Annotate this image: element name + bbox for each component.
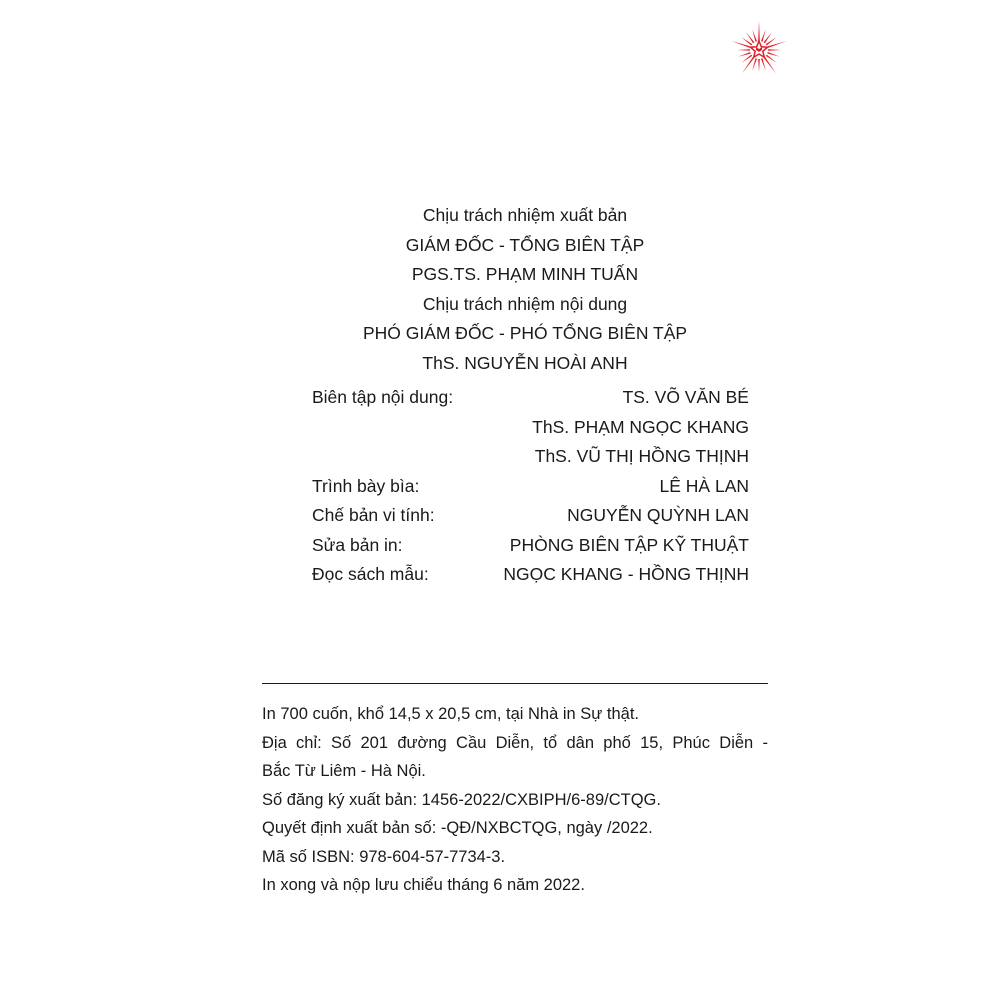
credit-value: TS. VÕ VĂN BÉ — [622, 387, 749, 407]
print-run-line: In 700 cuốn, khổ 14,5 x 20,5 cm, tại Nhà in Sự thật. — [262, 705, 640, 723]
credit-label: Đọc sách mẫu: — [312, 564, 429, 584]
content-responsibility-title: PHÓ GIÁM ĐỐC - PHÓ TỔNG BIÊN TẬP — [362, 323, 688, 343]
credit-label: Trình bày bìa: — [312, 475, 420, 496]
registration-line: Số đăng ký xuất bản: 1456-2022/CXBIPH/6-89/CTQG. — [262, 790, 661, 809]
address-line-1: Địa chỉ: Số 201 đường Cầu Diễn, tổ dân phố 15, Phúc Diễn - — [262, 733, 768, 752]
credit-label: Sửa bản in: — [312, 534, 403, 555]
credit-row-typesetting — [312, 501, 749, 531]
credit-label: Chế bản vi tính: — [312, 505, 435, 525]
credits-list — [312, 383, 749, 590]
address-line-2: Bắc Từ Liêm - Hà Nội. — [262, 762, 426, 780]
credit-value: ThS. VŨ THỊ HỒNG THỊNH — [534, 446, 749, 466]
publishing-responsibility-name: PGS.TS. PHẠM MINH TUẤN — [411, 264, 639, 284]
decision-line: Quyết định xuất bản số: -QĐ/NXBCTQG, ngày /2022. — [262, 819, 653, 837]
content-responsibility-name: ThS. NGUYỄN HOÀI ANH — [422, 352, 628, 373]
credit-value: PHÒNG BIÊN TẬP KỸ THUẬT — [509, 534, 749, 555]
credit-row-content-editors-2 — [312, 413, 749, 443]
credit-row-cover-design — [312, 472, 749, 502]
publishing-responsibility-heading: Chịu trách nhiệm xuất bản — [422, 205, 628, 225]
printing-info — [262, 700, 768, 900]
credit-row-sample-reading — [312, 560, 749, 590]
credit-row-content-editors-3 — [312, 442, 749, 472]
credit-value: LÊ HÀ LAN — [659, 475, 749, 496]
publishing-responsibility-title: GIÁM ĐỐC - TỔNG BIÊN TẬP — [405, 234, 645, 255]
credit-row-content-editors — [312, 383, 749, 413]
footer-divider — [262, 683, 768, 684]
isbn-line: Mã số ISBN: 978-604-57-7734-3. — [262, 847, 506, 866]
content-responsibility-heading: Chịu trách nhiệm nội dung — [422, 293, 628, 314]
credit-row-proofreading — [312, 531, 749, 561]
responsibility-block — [300, 201, 750, 378]
credit-value: NGỌC KHANG - HỒNG THỊNH — [503, 564, 749, 584]
completion-line: In xong và nộp lưu chiểu tháng 6 năm 2022. — [262, 876, 585, 894]
publisher-star-logo-icon — [729, 20, 789, 80]
credit-value: NGUYỄN QUỲNH LAN — [567, 505, 749, 525]
credit-label: Biên tập nội dung: — [312, 387, 454, 407]
credit-value: ThS. PHẠM NGỌC KHANG — [532, 416, 749, 437]
